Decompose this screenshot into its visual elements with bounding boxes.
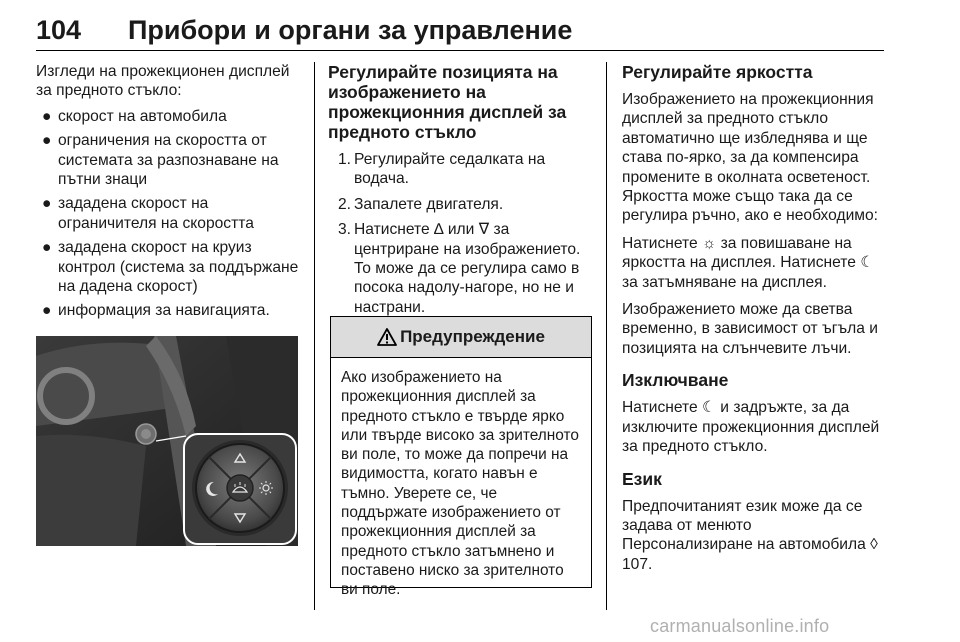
- page-title: Прибори и органи за управление: [128, 15, 573, 45]
- bullet-icon: ●: [42, 195, 52, 213]
- page-header: [36, 10, 884, 51]
- position-heading: Регулирайте позицията на изображението на прожекционния дисплей за предното стъкло: [328, 62, 567, 142]
- brightness-paragraph: Натиснете ☼ за повишаване на яркостта на дисплея. Натиснете ☾ за затъмняване на дисплея.: [622, 234, 875, 291]
- warning-box: [330, 316, 592, 599]
- list-item: ● зададена скорост на ограничителя на скоростта: [42, 195, 254, 232]
- position-steps: [328, 150, 590, 317]
- hud-views-list: [36, 107, 304, 321]
- list-item: 2. Запалете двигателя.: [338, 195, 504, 213]
- warning-header: [331, 317, 591, 358]
- brightness-paragraph: Изображението на прожекционния дисплей за предното стъкло автоматично ще избледнява и ще става по-ярко, за да компенсира промените в околната осветеност. Яркостта може също така да се регулира ръчно, ако е необходимо:: [622, 91, 879, 225]
- hud-controls-photo: [36, 336, 298, 546]
- list-item: 1. Регулирайте седалката на водача.: [338, 151, 546, 188]
- column-right: [622, 62, 884, 574]
- list-item: ● ограничения на скоростта от системата за разпознаване на пътни знаци: [42, 132, 279, 189]
- bullet-icon: ●: [42, 302, 52, 320]
- off-heading: Изключване: [622, 370, 729, 391]
- brightness-paragraph: Изображението може да светва временно, в зависимост от ъгъла и позицията на слънчевите лъчи.: [622, 301, 878, 357]
- list-item: 3. Натиснете ∆ или ∇ за центриране на изображението. То може да се регулира само в посока надолу-нагоре, но не и настрани.: [338, 221, 581, 316]
- list-item: ● информация за навигацията.: [42, 302, 270, 320]
- brightness-heading: Регулирайте яркостта: [622, 62, 813, 82]
- watermark: carmanualsonline.info: [650, 616, 830, 636]
- bullet-icon: ●: [42, 107, 52, 125]
- list-item: ● зададена скорост на круиз контрол (система за поддържане на дадена скорост): [42, 239, 299, 296]
- page-number: 104: [36, 15, 82, 45]
- warning-triangle-icon: [377, 328, 397, 346]
- warning-text: Ако изображението на прожекционния дисплей за предното стъкло е твърде ярко или твърде високо за зрителното ви поле, то може да попречи на видимостта, когато навън е тъмно. Уверете се, че поддържате изображението от прожекционния дисплей за предното стъкло затъмнено и поставено ниско за зрителното ви поле.: [341, 369, 579, 599]
- off-paragraph: Натиснете ☾ и задръжте, за да изключите прожекционния дисплей за предното стъкло.: [622, 399, 880, 456]
- bullet-icon: ●: [42, 239, 52, 257]
- bullet-icon: ●: [42, 132, 52, 150]
- language-heading: Език: [622, 468, 662, 489]
- list-item: ● скорост на автомобила: [42, 107, 227, 125]
- language-paragraph: Предпочитаният език може да се задава от менюто Персонализиране на автомобила ◊ 107.: [622, 497, 878, 573]
- column-divider: [606, 62, 607, 610]
- column-middle: [328, 62, 590, 323]
- column-left: [36, 62, 304, 326]
- warning-title: Предупреждение: [400, 327, 545, 346]
- intro-text: Изгледи на прожекционен дисплей за предното стъкло:: [36, 63, 290, 100]
- column-divider: [314, 62, 315, 610]
